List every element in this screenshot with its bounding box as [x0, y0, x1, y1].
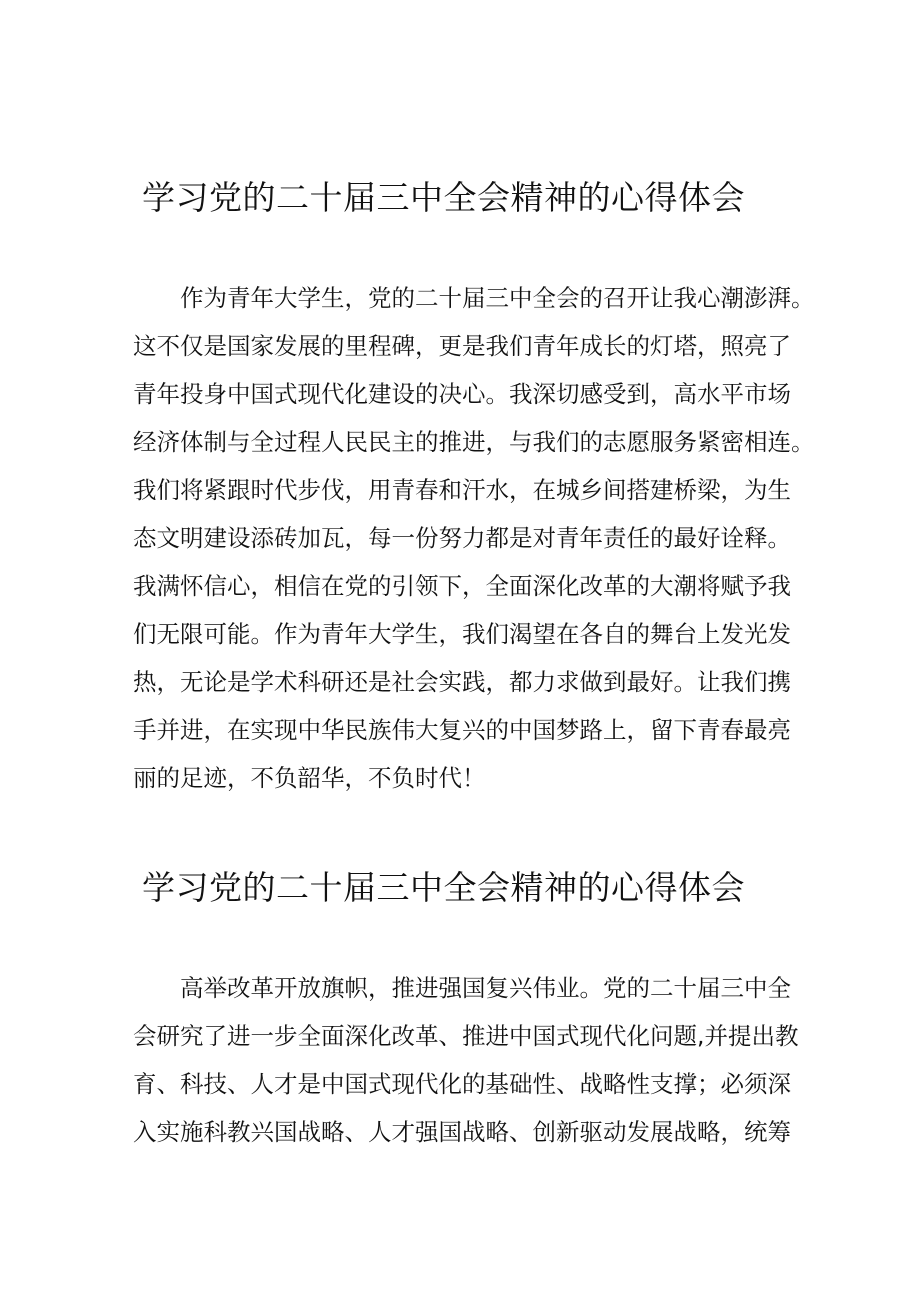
body-line: 态文明建设添砖加瓦，每一份努力都是对青年责任的最好诠释。 — [133, 524, 791, 552]
body-line: 手并进，在实现中华民族伟大复兴的中国梦路上，留下青春最亮 — [133, 716, 791, 744]
section-2-title: 学习党的二十届三中全会精神的心得体会 — [142, 868, 745, 907]
body-line: 青年投身中国式现代化建设的决心。我深切感受到，高水平市场 — [133, 380, 791, 408]
body-line: 们无限可能。作为青年大学生，我们渴望在各自的舞台上发光发 — [133, 620, 791, 648]
body-line: 我满怀信心，相信在党的引领下，全面深化改革的大潮将赋予我 — [133, 572, 791, 600]
body-line: 这不仅是国家发展的里程碑，更是我们青年成长的灯塔，照亮了 — [133, 332, 791, 360]
body-line: 入实施科教兴国战略、人才强国战略、创新驱动发展战略，统筹 — [133, 1118, 791, 1146]
body-line: 高举改革开放旗帜，推进强国复兴伟业。党的二十届三中全 — [180, 974, 791, 1002]
section-2-body — [133, 964, 799, 1156]
body-line: 经济体制与全过程人民民主的推进，与我们的志愿服务紧密相连。 — [133, 428, 815, 456]
body-line: 育、科技、人才是中国式现代化的基础性、战略性支撑；必须深 — [133, 1070, 791, 1098]
body-line: 热，无论是学术科研还是社会实践，都力求做到最好。让我们携 — [133, 668, 791, 696]
body-line: 会研究了进一步全面深化改革、推进中国式现代化问题,并提出教 — [133, 1022, 799, 1050]
section-1-title: 学习党的二十届三中全会精神的心得体会 — [142, 178, 745, 217]
section-1-body — [133, 274, 815, 802]
body-line: 丽的足迹，不负韶华，不负时代！ — [133, 764, 486, 792]
body-line: 我们将紧跟时代步伐，用青春和汗水，在城乡间搭建桥梁，为生 — [133, 476, 791, 504]
body-line: 作为青年大学生，党的二十届三中全会的召开让我心潮澎湃。 — [180, 284, 815, 312]
